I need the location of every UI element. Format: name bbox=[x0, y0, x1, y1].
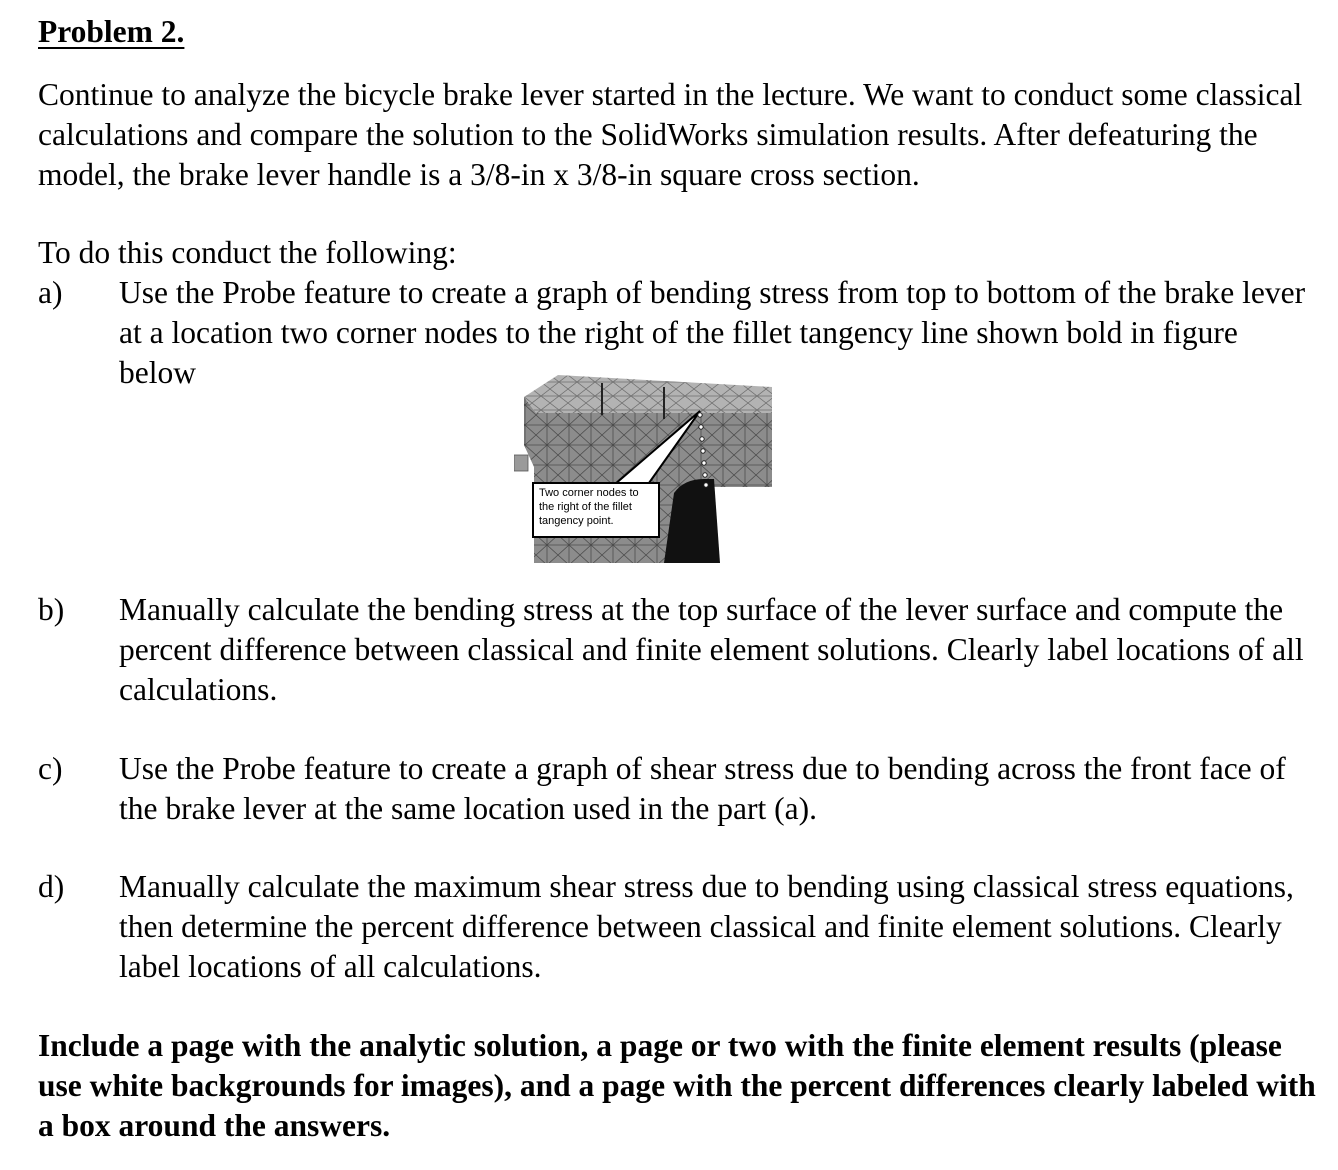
item-d-label: d) bbox=[38, 869, 65, 904]
item-a-label: a) bbox=[38, 275, 63, 310]
mesh-figure bbox=[514, 375, 772, 563]
item-b-label: b) bbox=[38, 592, 65, 627]
top-face bbox=[524, 375, 772, 413]
problem-title: Problem 2. bbox=[38, 14, 185, 49]
item-c-label: c) bbox=[38, 751, 63, 786]
item-c-text: Use the Probe feature to create a graph of shear stress due to bending across the front face of the brake lever at the same location used in the part (a). bbox=[119, 751, 1286, 826]
item-b-text: Manually calculate the bending stress at the top surface of the lever surface and compute the percent difference between classical and finite element solutions. Clearly label locations of all calculations. bbox=[119, 592, 1304, 707]
instructions-lead: To do this conduct the following: bbox=[38, 235, 457, 270]
item-d-text: Manually calculate the maximum shear stress due to bending using classical stress equations, then determine the percent difference between classical and finite element solutions. Clearly label locations of all calculations. bbox=[119, 869, 1294, 984]
closing-instructions: Include a page with the analytic solution, a page or two with the finite element results (please use white backgrounds for images), and a page with the percent differences clearly labeled with a box around the answers. bbox=[38, 1028, 1316, 1143]
figure-callout: Two corner nodes to the right of the fillet tangency point. bbox=[532, 482, 660, 538]
intro-paragraph: Continue to analyze the bicycle brake lever started in the lecture. We want to conduct some classical calculations and compare the solution to the SolidWorks simulation results. After defeaturing the model, the brake lever handle is a 3/8-in x 3/8-in square cross section. bbox=[38, 77, 1303, 192]
item-a-text: Use the Probe feature to create a graph of bending stress from top to bottom of the brake lever at a location two corner nodes to the right of the fillet tangency line shown bold in figure below bbox=[119, 275, 1306, 390]
